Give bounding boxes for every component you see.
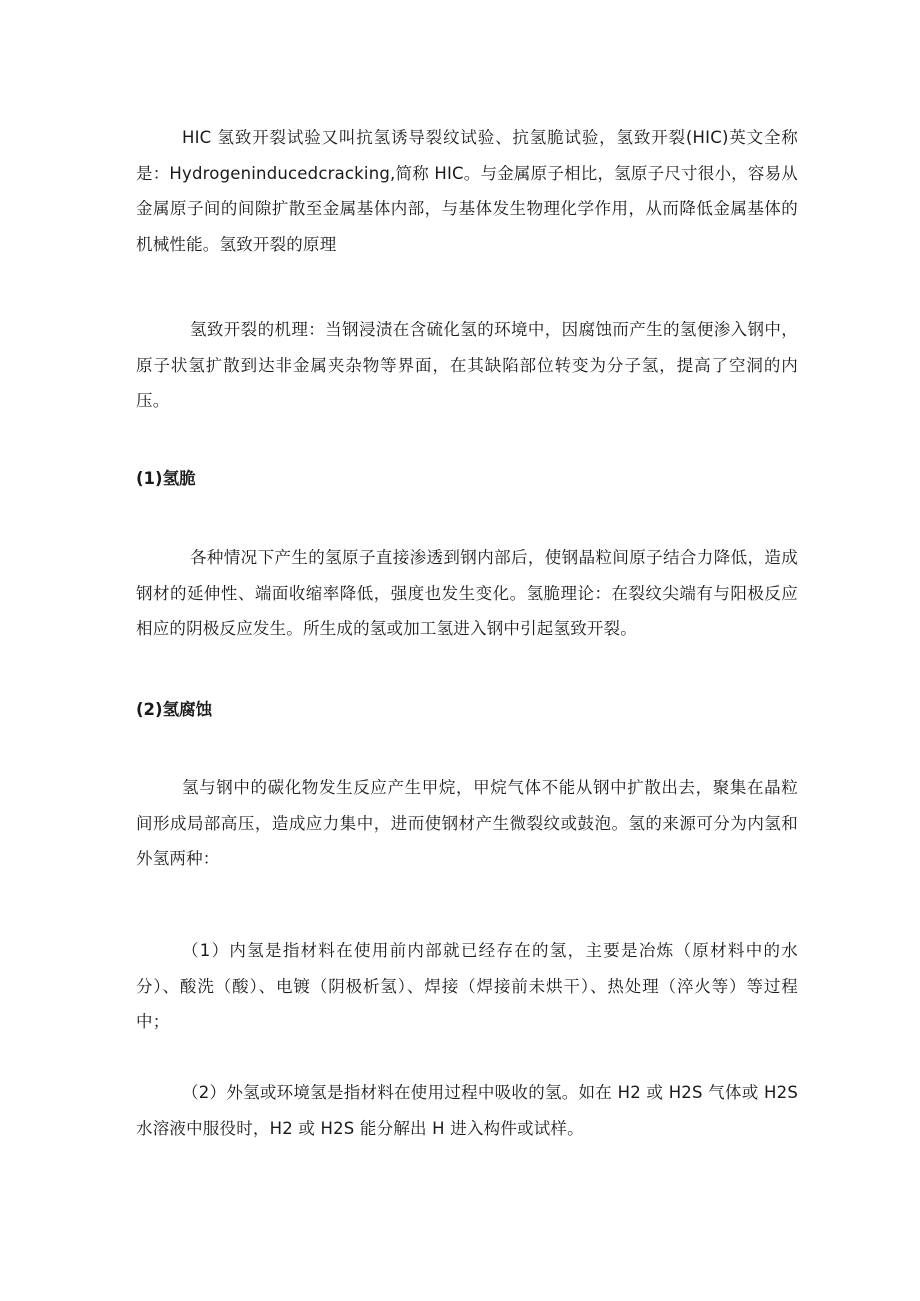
section-heading-hydrogen-embrittlement: (1)氢脆 [136,469,196,488]
paragraph-internal-hydrogen: （1）内氢是指材料在使用前内部就已经存在的氢，主要是冶炼（原材料中的水分）、酸洗（酸）、电镀（阴极析氢）、焊接（焊接前未烘干）、热处理（淬火等）等过程中； [136,941,798,1031]
paragraph-hic-intro: HIC 氢致开裂试验又叫抗氢诱导裂纹试验、抗氢脆试验，氢致开裂(HIC)英文全称是：Hydrogeninducedcracking,简称 HIC。与金属原子相比，氢原子尺寸很小，容易从金属原子间的间隙扩散至金属基体内部，与基体发生物理化学作用，从而降低金属基体的机械性能。氢致开裂的原理 [136,128,798,254]
paragraph-external-hydrogen: （2）外氢或环境氢是指材料在使用过程中吸收的氢。如在 H2 或 H2S 气体或 H2S 水溶液中服役时，H2 或 H2S 能分解出 H 进入构件或试样。 [136,1083,799,1138]
paragraph-hydrogen-corrosion: 氢与钢中的碳化物发生反应产生甲烷，甲烷气体不能从钢中扩散出去，聚集在晶粒间形成局部高压，造成应力集中，进而使钢材产生微裂纹或鼓泡。氢的来源可分为内氢和外氢两种： [136,778,798,868]
paragraph-hydrogen-embrittlement: 各种情况下产生的氢原子直接渗透到钢内部后，使钢晶粒间原子结合力降低，造成钢材的延伸性、端面收缩率降低，强度也发生变化。氢脆理论：在裂纹尖端有与阳极反应相应的阴极反应发生。所生成的氢或加工氢进入钢中引起氢致开裂。 [136,548,798,638]
section-heading-hydrogen-corrosion: (2)氢腐蚀 [136,700,213,719]
paragraph-mechanism: 氢致开裂的机理：当钢浸渍在含硫化氢的环境中，因腐蚀而产生的氢便渗入钢中，原子状氢扩散到达非金属夹杂物等界面，在其缺陷部位转变为分子氢，提高了空洞的内压。 [136,320,798,410]
